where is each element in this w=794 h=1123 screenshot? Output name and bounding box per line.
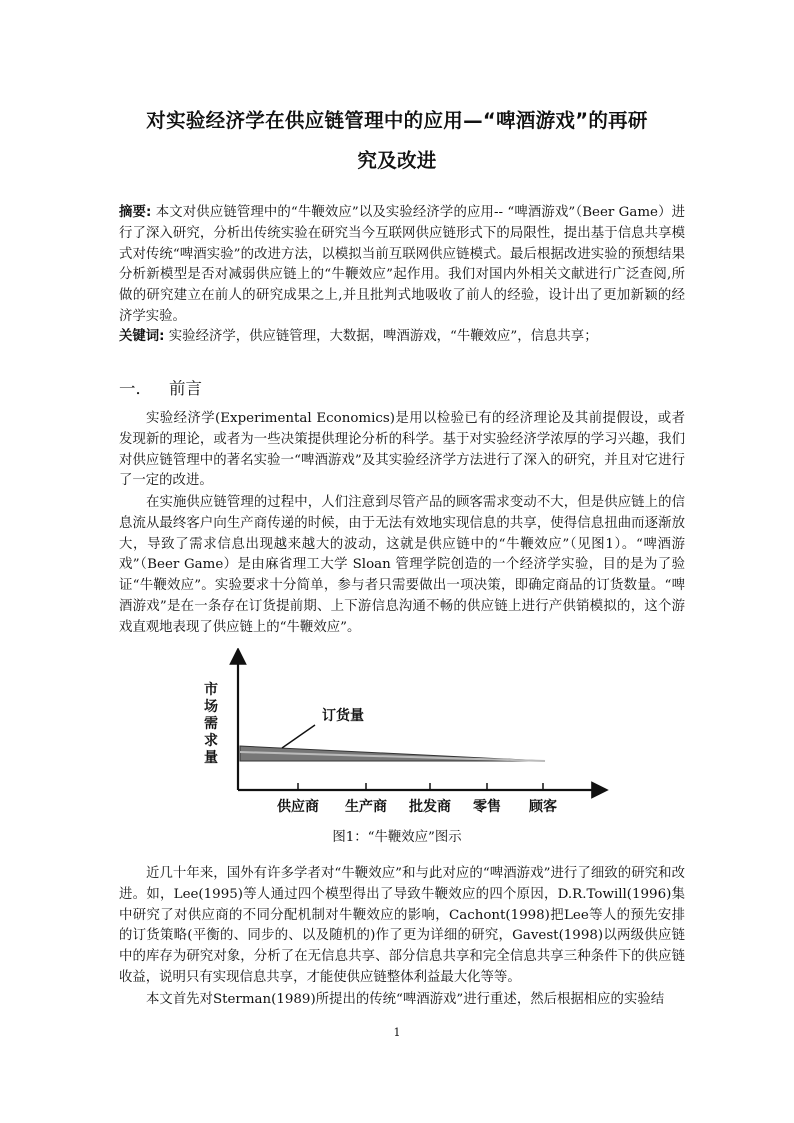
abstract xyxy=(119,203,685,328)
x-label-retail: 零售 xyxy=(473,799,501,815)
title-line-2: 究及改进 xyxy=(357,149,437,172)
y-axis-label xyxy=(204,681,218,766)
paper-title xyxy=(110,101,684,181)
section-heading xyxy=(119,375,202,399)
y-label-char: 场 xyxy=(204,699,218,715)
x-label-customer: 顾客 xyxy=(529,799,557,815)
bullwhip-figure xyxy=(200,648,610,828)
annotation-leader xyxy=(282,725,315,748)
keywords xyxy=(119,327,685,348)
paragraph-4: 本文首先对Sterman(1989)所提出的传统“啤酒游戏”进行重述，然后根据相应的实验结 xyxy=(146,992,665,1007)
x-label-wholesaler: 批发商 xyxy=(409,799,451,815)
y-label-char: 量 xyxy=(204,750,218,766)
keywords-label: 关键词: xyxy=(119,329,165,344)
y-label-char: 需 xyxy=(204,716,218,732)
abstract-text: 本文对供应链管理中的“牛鞭效应”以及实验经济学的应用-- “啤酒游戏”（Beer Game）进行了深入研究，分析出传统实验在研究当今互联网供应链形式下的局限性，提出基于信息共享模式对传统“啤酒实验”的改进方法，以模拟当前互联网供应链模式。最后根据改进实验的预想结果分析新模型是否对减弱供应链上的“牛鞭效应”起作用。我们对国内外相关文献进行广泛查阅,所做的研究建立在前人的研究成果之上,并且批判式地吸收了前人的经验，设计出了更加新颖的经济学实验。 xyxy=(119,205,685,324)
x-label-manufacturer: 生产商 xyxy=(345,799,387,815)
section-number: 一． xyxy=(119,379,152,398)
paragraph-3: 近几十年来，国外有许多学者对“牛鞭效应”和与此对应的“啤酒游戏”进行了细致的研究和改进。如，Lee(1995)等人通过四个模型得出了导致牛鞭效应的四个原因，D.R.Towill(1996)集中研究了对供应商的不同分配机制对牛鞭效应的影响，Cachont(1998)把Lee等人的预先安排的订货策略(平衡的、同步的、以及随机的)作了更为详细的研究，Gavest(1998)以两级供应链中的库存为研究对象，分析了在无信息共享、部分信息共享和完全信息共享三种条件下的供应链收益，说明只有实现信息共享，才能使供应链整体利益最大化等等。 xyxy=(119,866,685,985)
paragraph-2: 在实施供应链管理的过程中，人们注意到尽管产品的顾客需求变动不大，但是供应链上的信息流从最终客户向生产商传递的时候，由于无法有效地实现信息的共享，使得信息扭曲而逐渐放大，导致了需求信息出现越来越大的波动，这就是供应链中的“牛鞭效应”（见图1）。“啤酒游戏”（Beer Game）是由麻省理工大学 Sloan 管理学院创造的一个经济学实验，目的是为了验证“牛鞭效应”。实验要求十分简单，参与者只需要做出一项决策，即确定商品的订货数量。“啤酒游戏”是在一条存在订货提前期、上下游信息沟通不畅的供应链上进行产供销模拟的，这个游戏直观地表现了供应链上的“牛鞭效应”。 xyxy=(119,495,685,635)
section-title: 前言 xyxy=(169,379,202,398)
paragraph-1: 实验经济学(Experimental Economics)是用以检验已有的经济理论及其前提假设，或者发现新的理论，或者为一些决策提供理论分析的科学。基于对实验经济学浓厚的学习兴趣，我们对供应链管理中的著名实验一“啤酒游戏”及其实验经济学方法进行了深入的研究，并且对它进行了一定的改进。 xyxy=(119,411,685,489)
y-label-char: 市 xyxy=(204,682,218,698)
keywords-text: 实验经济学，供应链管理，大数据，啤酒游戏，“牛鞭效应”，信息共享； xyxy=(164,329,598,344)
x-label-supplier: 供应商 xyxy=(277,799,319,815)
figure-caption: 图1：“牛鞭效应”图示 xyxy=(332,830,462,845)
annotation-label: 订货量 xyxy=(322,708,364,724)
y-label-char: 求 xyxy=(204,733,218,749)
title-line-1: 对实验经济学在供应链管理中的应用—“啤酒游戏”的再研 xyxy=(146,109,648,132)
abstract-label: 摘要: xyxy=(119,205,152,220)
page-number: 1 xyxy=(393,1026,401,1039)
